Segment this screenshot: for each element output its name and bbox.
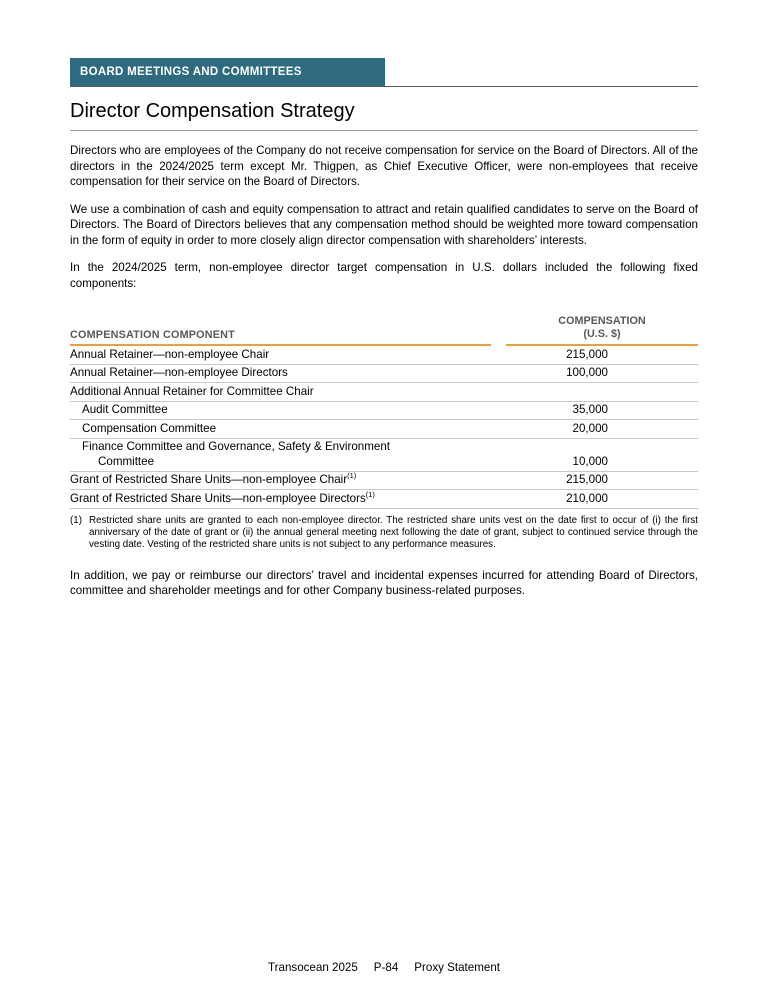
column-header-compensation-line1: COMPENSATION [558, 315, 646, 327]
column-header-component: COMPENSATION COMPONENT [70, 329, 491, 346]
page-footer [0, 961, 768, 974]
table-row [70, 420, 698, 439]
footnote-reference: (1) [347, 471, 357, 481]
column-header-compensation-line2: (U.S. $) [583, 328, 621, 340]
paragraph-1: Directors who are employees of the Company do not receive compensation for service on the Board of Directors. All of the directors in the 2024/2025 term except Mr. Thigpen, as Chief Executive Officer, were non-employees that receive compensation for their service on the Board of Directors. [70, 144, 698, 188]
row-value: 210,000 [566, 491, 608, 505]
footer-page-number: P-84 [373, 961, 399, 974]
row-value: 35,000 [572, 403, 608, 416]
row-value: 10,000 [572, 454, 608, 468]
paragraph-3: In the 2024/2025 term, non-employee director target compensation in U.S. dollars included the following fixed components: [70, 261, 698, 290]
page-content [70, 58, 698, 599]
table-row [70, 365, 698, 384]
table-header-row [70, 315, 698, 346]
footnote-reference: (1) [365, 489, 375, 499]
footnote-text: Restricted share units are granted to each non-employee director. The restricted share units vest on the date first to occur of (i) the first anniversary of the date of grant or (ii) the annual general meeting next following the date of grant, subject to continued service through the vesting date. Vesting of the restricted share units is not subject to any performance measures. [89, 514, 698, 550]
row-value: 100,000 [566, 366, 608, 379]
paragraph-2: We use a combination of cash and equity compensation to attract and retain qualified candidates to serve on the Board of Directors. The Board of Directors believes that any compensation method should be weighted more toward compensation in the form of equity in order to more closely align director compensation with shareholders’ interests. [70, 202, 698, 247]
page-title: Director Compensation Strategy [70, 100, 698, 131]
table-row [70, 439, 698, 472]
row-label: Additional Annual Retainer for Committee Chair [70, 384, 314, 398]
footnote-marker: (1) [70, 514, 82, 526]
table-row [70, 472, 698, 491]
row-label: Annual Retainer—non-employee Directors [70, 366, 288, 379]
row-label-line2: Committee [98, 454, 155, 468]
table-row [70, 490, 698, 509]
footnote [70, 515, 698, 551]
section-banner-row [70, 58, 698, 87]
row-value: 215,000 [566, 473, 608, 486]
footer-company: Transocean 2025 [267, 961, 358, 974]
closing-paragraph: In addition, we pay or reimburse our directors’ travel and incidental expenses incurred for attending Board of Directors, committee and shareholder meetings and for other Company business-related purposes. [70, 568, 698, 597]
row-label: Annual Retainer—non-employee Chair [70, 347, 270, 361]
row-label [70, 489, 506, 507]
column-header-compensation [506, 315, 698, 346]
section-banner: BOARD MEETINGS AND COMMITTEES [70, 58, 385, 86]
row-label: Compensation Committee [82, 421, 217, 435]
row-label [70, 473, 506, 488]
table-row [70, 402, 698, 421]
row-label-text: Grant of Restricted Share Units—non-employee Directors [70, 491, 366, 505]
row-label [70, 440, 506, 469]
compensation-table [70, 315, 698, 509]
row-value: 20,000 [572, 421, 608, 435]
row-label-text: Grant of Restricted Share Units—non-employee Chair [70, 473, 348, 486]
table-row [70, 346, 698, 365]
table-row [70, 383, 698, 402]
row-label-line1: Finance Committee and Governance, Safety & Environment [82, 440, 391, 453]
row-value: 215,000 [566, 347, 608, 361]
row-label: Audit Committee [82, 403, 168, 416]
footer-document-name: Proxy Statement [414, 961, 500, 974]
